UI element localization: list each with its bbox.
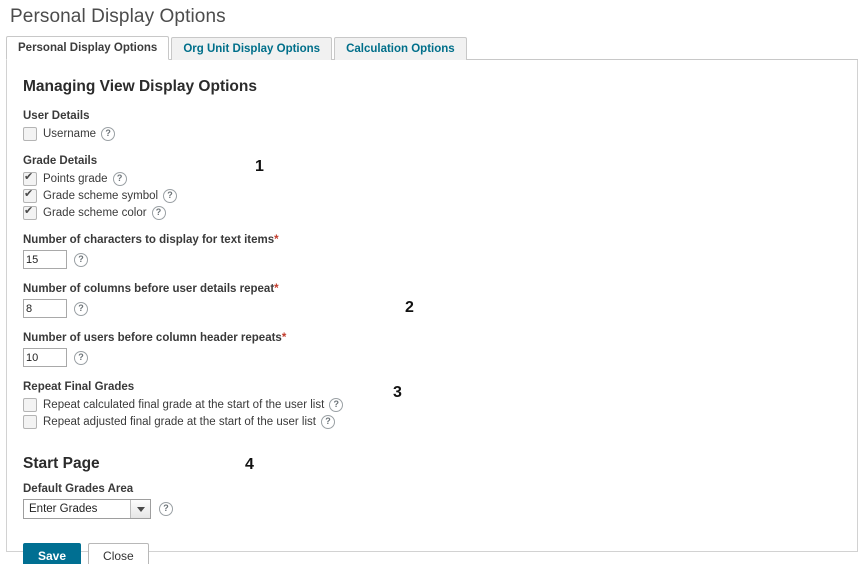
checkbox-repeat-adjusted-final-grade[interactable] [23,415,37,429]
checkbox-row-repeat-calculated-final-grade[interactable] [23,398,857,412]
select-default-grades-area[interactable] [23,499,151,519]
checkbox-username-label: Username [43,128,97,140]
input-row-users-before-header-repeat [23,348,857,367]
label-users-before-header-repeat [23,332,857,344]
checkbox-grade-scheme-color-label: Grade scheme color [43,207,147,219]
field-group-users-before-header-repeat [23,332,857,367]
required-marker-users-before-header-repeat: * [281,332,287,344]
group-grade-details [23,155,857,220]
annotation-marker-2: 2 [405,299,414,316]
help-icon-text-item-characters[interactable]: ? [74,253,88,267]
label-text-item-characters-text: Number of characters to display for text items [23,234,275,246]
checkbox-points-grade-label: Points grade [43,173,108,185]
tab-org-unit-display-options[interactable]: Org Unit Display Options [171,37,332,60]
field-group-default-grades-area [23,483,857,519]
page-title: Personal Display Options [10,6,226,27]
checkbox-row-grade-scheme-symbol[interactable] [23,189,857,203]
checkbox-row-repeat-adjusted-final-grade[interactable] [23,415,857,429]
label-users-before-header-repeat-text: Number of users before column header repeats [23,332,282,344]
required-marker-columns-before-repeat: * [274,283,279,295]
help-icon-username[interactable]: ? [101,127,115,141]
label-default-grades-area: Default Grades Area [23,483,134,495]
group-repeat-final-grades [23,381,857,429]
input-row-text-item-characters [23,250,857,269]
grade-details-label: Grade Details [23,155,98,167]
input-row-columns-before-repeat [23,299,857,318]
group-user-details [23,110,857,141]
label-text-item-characters [23,234,857,246]
tab-personal-display-options[interactable]: Personal Display Options [6,36,169,60]
checkbox-points-grade[interactable] [23,172,37,186]
help-icon-repeat-adjusted-final-grade[interactable]: ? [321,415,335,429]
help-icon-repeat-calculated-final-grade[interactable]: ? [329,398,343,412]
checkbox-row-username[interactable] [23,127,857,141]
save-button[interactable]: Save [23,543,81,564]
tab-panel [6,60,858,563]
help-icon-columns-before-repeat[interactable]: ? [74,302,88,316]
chevron-down-icon[interactable] [130,500,150,518]
help-icon-grade-scheme-color[interactable]: ? [152,206,166,220]
annotation-marker-4: 4 [245,456,254,473]
close-button[interactable]: Close [88,543,149,564]
label-columns-before-repeat [23,283,857,295]
form-container [7,78,857,564]
input-text-item-characters[interactable] [23,250,67,269]
checkbox-repeat-calculated-final-grade-label: Repeat calculated final grade at the start of the user list [43,399,325,411]
help-icon-grade-scheme-symbol[interactable]: ? [163,189,177,203]
required-marker-text-item-characters: * [274,234,279,246]
help-icon-default-grades-area[interactable]: ? [159,502,173,516]
checkbox-grade-scheme-symbol[interactable] [23,189,37,203]
checkbox-grade-scheme-color[interactable] [23,206,37,220]
form-actions [23,543,857,564]
annotation-marker-1: 1 [255,158,264,175]
checkbox-repeat-adjusted-final-grade-label: Repeat adjusted final grade at the start of the user list [43,416,316,428]
annotation-marker-3: 3 [393,384,402,401]
section-title-managing-view: Managing View Display Options [23,78,257,95]
field-group-columns-before-repeat [23,283,857,318]
input-users-before-header-repeat[interactable] [23,348,67,367]
checkbox-row-grade-scheme-color[interactable] [23,206,857,220]
select-row-default-grades-area [23,499,857,519]
tab-bar [6,38,858,60]
field-group-text-item-characters [23,234,857,269]
checkbox-row-points-grade[interactable] [23,172,857,186]
help-icon-points-grade[interactable]: ? [113,172,127,186]
label-columns-before-repeat-text: Number of columns before user details repeat [23,283,275,295]
help-icon-users-before-header-repeat[interactable]: ? [74,351,88,365]
user-details-label: User Details [23,110,90,122]
select-default-grades-area-value: Enter Grades [29,503,98,515]
checkbox-repeat-calculated-final-grade[interactable] [23,398,37,412]
tab-calculation-options[interactable]: Calculation Options [334,37,467,60]
section-title-start-page: Start Page [23,455,100,472]
input-columns-before-repeat[interactable] [23,299,67,318]
repeat-final-grades-label: Repeat Final Grades [23,381,135,393]
checkbox-grade-scheme-symbol-label: Grade scheme symbol [43,190,159,202]
checkbox-username[interactable] [23,127,37,141]
